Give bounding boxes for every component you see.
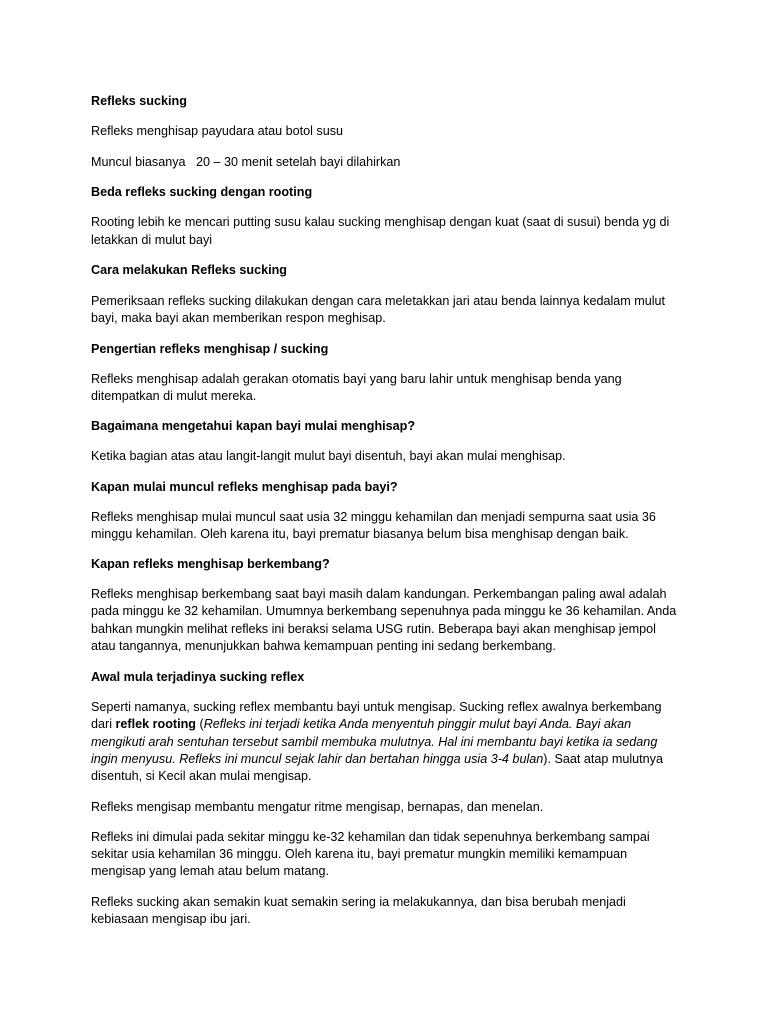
- heading-beda-refleks: Beda refleks sucking dengan rooting: [91, 185, 313, 199]
- paragraph-text: Pemeriksaan refleks sucking dilakukan dengan cara meletakkan jari atau benda lainnya kedalam mulut: [91, 294, 666, 308]
- paragraph-text: Rooting lebih ke mencari putting susu kalau sucking menghisap dengan kuat (saat di susui) benda yg di: [91, 215, 670, 229]
- heading-pengertian: Pengertian refleks menghisap / sucking: [91, 342, 329, 356]
- heading-refleks-sucking: Refleks sucking: [91, 94, 187, 108]
- heading-kapan-mulai: Kapan mulai muncul refleks menghisap pada bayi?: [91, 480, 398, 494]
- paragraph-text: Refleks menghisap adalah gerakan otomatis bayi yang baru lahir untuk menghisap benda yang: [91, 372, 622, 386]
- paragraph-text: Refleks menghisap payudara atau botol susu: [91, 124, 344, 138]
- paragraph-text: letakkan di mulut bayi: [91, 233, 213, 247]
- paragraph-text: Refleks ini dimulai pada sekitar minggu ke-32 kehamilan dan tidak sepenuhnya berkembang sampai: [91, 830, 650, 844]
- paragraph-text: ditempatkan di mulut mereka.: [91, 389, 257, 403]
- heading-kapan-berkembang: Kapan refleks menghisap berkembang?: [91, 557, 330, 571]
- paragraph-text: Seperti namanya, sucking reflex membantu bayi untuk mengisap. Sucking reflex awalnya berkembang: [91, 700, 662, 714]
- paragraph-text: kebiasaan mengisap ibu jari.: [91, 912, 251, 926]
- paragraph-text: Refleks menghisap mulai muncul saat usia 32 minggu kehamilan dan menjadi sempurna saat usia 36: [91, 510, 656, 524]
- heading-bagaimana: Bagaimana mengetahui kapan bayi mulai menghisap?: [91, 419, 416, 433]
- paragraph-text: atau tangannya, menunjukkan bahwa kemampuan penting ini sedang berkembang.: [91, 639, 556, 653]
- paragraph-text: pada minggu ke 32 kehamilan. Umumnya berkembang sepenuhnya pada minggu ke 36 kehamilan. Anda: [91, 604, 677, 618]
- heading-cara-melakukan: Cara melakukan Refleks sucking: [91, 263, 287, 277]
- paragraph-text: disentuh, si Kecil akan mulai mengisap.: [91, 769, 312, 783]
- text-span: dari: [91, 717, 116, 731]
- paragraph-text: minggu kehamilan. Oleh karena itu, bayi prematur biasanya belum bisa menghisap dengan baik.: [91, 527, 629, 541]
- paragraph-text: Refleks mengisap membantu mengatur ritme mengisap, bernapas, dan menelan.: [91, 800, 544, 814]
- paragraph-text: mengisap yang lemah atau belum matang.: [91, 864, 330, 878]
- text-span: ). Saat atap mulutnya: [543, 752, 663, 766]
- paragraph-line: [91, 751, 681, 769]
- heading-awal-mula: Awal mula terjadinya sucking reflex: [91, 670, 305, 684]
- text-span: (: [195, 717, 204, 731]
- paragraph-text: bayi, maka bayi akan memberikan respon meghisap.: [91, 311, 386, 325]
- paragraph-text: Refleks menghisap berkembang saat bayi masih dalam kandungan. Perkembangan paling awal adalah: [91, 587, 667, 601]
- bold-term: reflek rooting: [115, 717, 196, 731]
- paragraph-text: bahkan mungkin melihat refleks ini beraksi selama USG rutin. Beberapa bayi akan menghisap jempol: [91, 622, 656, 636]
- italic-note: Refleks ini terjadi ketika Anda menyentuh pinggir mulut bayi Anda. Bayi akan: [203, 717, 632, 731]
- paragraph-text: Muncul biasanya 20 – 30 menit setelah bayi dilahirkan: [91, 155, 401, 169]
- paragraph-text: Refleks sucking akan semakin kuat semakin sering ia melakukannya, dan bisa berubah menjadi: [91, 895, 626, 909]
- paragraph-line: [91, 716, 681, 734]
- italic-note: ingin menyusu. Refleks ini muncul sejak lahir dan bertahan hingga usia 3-4 bulan: [91, 752, 544, 766]
- italic-note: mengikuti arah sentuhan tersebut sambil membuka mulutnya. Hal ini membantu bayi ketika ia sedang: [91, 735, 658, 749]
- paragraph-text: sekitar usia kehamilan 36 minggu. Oleh karena itu, bayi prematur mungkin memiliki kemampuan: [91, 847, 628, 861]
- paragraph-text: Ketika bagian atas atau langit-langit mulut bayi disentuh, bayi akan mulai menghisap.: [91, 449, 566, 463]
